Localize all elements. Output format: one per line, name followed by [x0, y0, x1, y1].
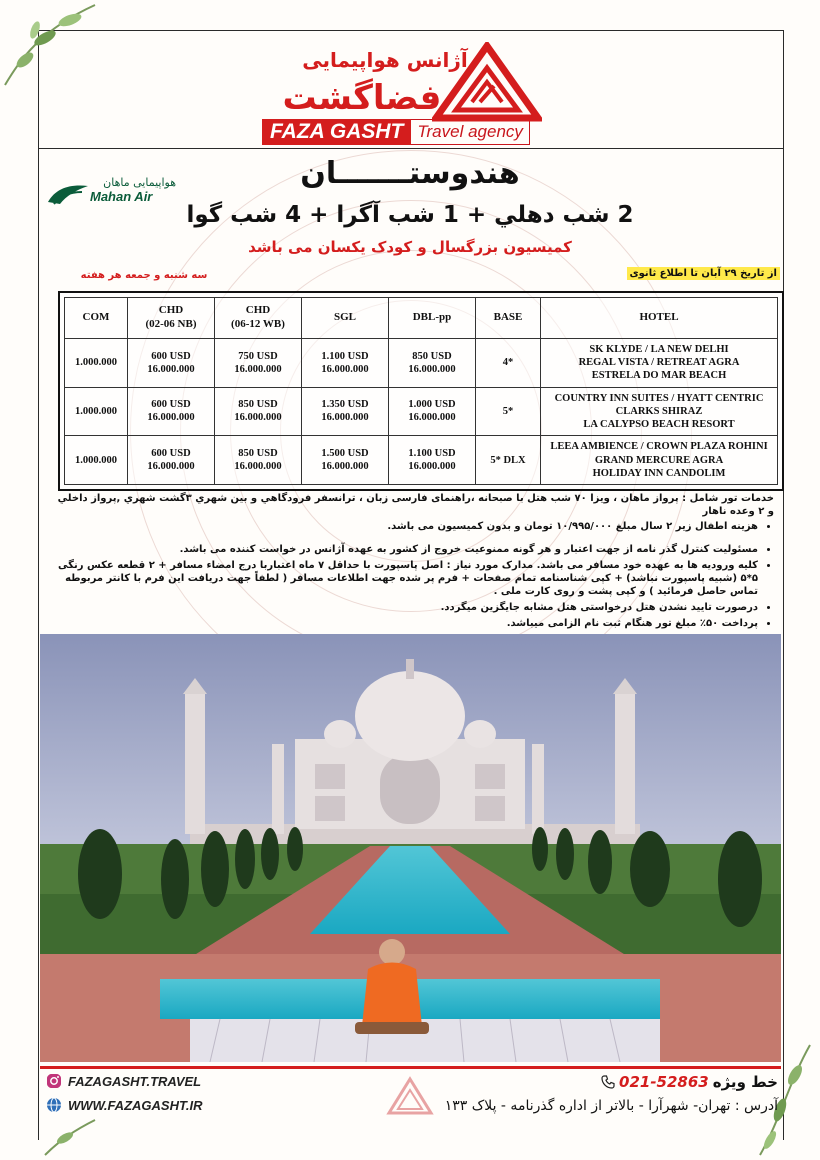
agency-logo-icon	[432, 42, 542, 122]
list-item: • هزینه اطفال زیر ۲ سال مبلغ ۱۰/۹۹۵/۰۰۰ تومان و بدون کمیسیون می باشد.	[48, 520, 758, 533]
agency-english-banner	[262, 118, 530, 146]
col-sgl: SGL	[302, 298, 389, 339]
tour-notes	[48, 492, 774, 633]
notes-list	[48, 520, 774, 630]
footer-divider	[40, 1066, 781, 1069]
instagram-text: FAZAGASHT.TRAVEL	[68, 1073, 202, 1089]
table-row	[65, 387, 778, 436]
cell-sgl: 1.100 USD 16.000.000	[302, 339, 389, 388]
col-chd-nb: CHD (02-06 NB)	[128, 298, 215, 339]
cell-hotel: COUNTRY INN SUITES / HYATT CENTRIC CLARKS SHIRAZ LA CALYPSO BEACH RESORT	[541, 387, 778, 436]
list-item: • پرداخت ۵۰٪ مبلغ تور هنگام ثبت نام الزامی میباشد.	[48, 617, 758, 630]
frame-left	[38, 30, 39, 1140]
cell-base: 5*	[476, 387, 541, 436]
hotline-label: خط ویژه	[712, 1073, 778, 1091]
agency-name-big: فضاگشت	[282, 78, 442, 118]
instagram-handle[interactable]	[46, 1073, 201, 1089]
cell-sgl: 1.500 USD 16.000.000	[302, 436, 389, 485]
cell-chd-nb: 600 USD 16.000.000	[128, 339, 215, 388]
departure-days: سه شنبه و جمعه هر هفته	[80, 270, 208, 281]
agency-tagline: Travel agency	[411, 119, 530, 145]
airline-wing-icon	[46, 182, 90, 206]
globe-icon	[46, 1097, 62, 1113]
col-com: COM	[65, 298, 128, 339]
date-range-text: از تاریخ ۲۹ آبان تا اطلاع ثانوی	[627, 267, 781, 280]
airline-name-fa: هواپیمایی ماهان	[103, 176, 176, 189]
cell-chd-nb: 600 USD 16.000.000	[128, 387, 215, 436]
frame-top	[38, 30, 783, 31]
list-item: • درصورت تایید نشدن هتل درخواستی هتل مشابه جایگزین میگردد.	[48, 601, 758, 614]
cell-dbl: 1.000 USD 16.000.000	[389, 387, 476, 436]
list-item: • مسئولیت کنترل گذر نامه از جهت اعتبار و هر گونه ممنوعیت خروج از کشور به عهده آژانس در خواست کننده می باشد.	[48, 543, 758, 556]
cell-chd-wb: 850 USD 16.000.000	[215, 436, 302, 485]
cell-dbl: 1.100 USD 16.000.000	[389, 436, 476, 485]
cell-com: 1.000.000	[65, 339, 128, 388]
website-link[interactable]	[46, 1097, 203, 1113]
cell-dbl: 850 USD 16.000.000	[389, 339, 476, 388]
date-range	[627, 268, 781, 279]
leaf-decoration-bottom-left	[40, 1110, 100, 1160]
cell-hotel: LEEA AMBIENCE / CROWN PLAZA ROHINI GRAND MERCURE AGRA HOLIDAY INN CANDOLIM	[541, 436, 778, 485]
header-divider	[38, 148, 783, 149]
price-table-container	[58, 291, 784, 491]
cell-com: 1.000.000	[65, 436, 128, 485]
frame-right	[783, 30, 784, 1140]
leaf-decoration-top-left	[0, 0, 110, 90]
website-text: WWW.FAZAGASHT.IR	[68, 1097, 203, 1113]
list-item: • کلیه ورودیه ها به عهده خود مسافر می باشد. مدارک مورد نیاز : اصل پاسپورت با حداقل ۷ ماه اعتباربا درج امضاء مسافر + ۲ قطعه عکس رنگی ۵*۵ (شبیه پاسپورت نباشد) + کپی شناسنامه تمام صفحات + فرم پر شده جهت اطلاعات مسافر ( لطفاً جهت دریافت این فرم با کانتر مربوطه تماس حاصل فرمائید ) و کپی پشت و روی کارت ملی .	[48, 559, 758, 598]
hotline-number: 021-52863	[619, 1073, 709, 1091]
col-chd-wb: CHD (06-12 WB)	[215, 298, 302, 339]
cell-base: 5* DLX	[476, 436, 541, 485]
services-included: خدمات تور شامل : پرواز ماهان ، ويزا ۷۰ شب هتل با صبحانه ،راهنمای فارسی زبان ، ترانسفر فرودگاهي و بين شهري ۳گشت شهري ,پرواز داخلي و ۲ وعده ناهار	[57, 493, 774, 517]
agency-name-en: FAZA GASHT	[262, 119, 411, 145]
agency-name-small: آژانس هواپیمایی	[302, 48, 468, 72]
cell-chd-nb: 600 USD 16.000.000	[128, 436, 215, 485]
agency-logo-small-icon	[386, 1076, 434, 1116]
cell-base: 4*	[476, 339, 541, 388]
tour-itinerary: 2 شب دهلي + 1 شب آگرا + 4 شب گوا	[186, 202, 634, 228]
cell-sgl: 1.350 USD 16.000.000	[302, 387, 389, 436]
table-row	[65, 436, 778, 485]
table-header-row	[65, 298, 778, 339]
cell-chd-wb: 850 USD 16.000.000	[215, 387, 302, 436]
hotline[interactable]	[601, 1073, 778, 1091]
airline-name-en: Mahan Air	[90, 189, 153, 204]
cell-com: 1.000.000	[65, 387, 128, 436]
col-base: BASE	[476, 298, 541, 339]
table-row	[65, 339, 778, 388]
cell-hotel: SK KLYDE / LA NEW DELHI REGAL VISTA / RETREAT AGRA ESTRELA DO MAR BEACH	[541, 339, 778, 388]
phone-icon	[601, 1075, 615, 1089]
page-title: هندوستـــــــان	[300, 156, 520, 191]
cell-chd-wb: 750 USD 16.000.000	[215, 339, 302, 388]
commission-note: کمیسیون بزرگسال و کودک یکسان می باشد	[248, 238, 572, 256]
col-dbl: DBL-pp	[389, 298, 476, 339]
taj-mahal-photo	[40, 634, 781, 1062]
price-table	[64, 297, 778, 485]
mahan-air-logo	[46, 176, 176, 204]
instagram-icon	[46, 1073, 62, 1089]
col-hotel: HOTEL	[541, 298, 778, 339]
address: آدرس : تهران- شهرآرا - بالاتر از اداره گذرنامه - پلاک ۱۳۳	[444, 1098, 778, 1114]
taj-mahal-illustration	[40, 634, 781, 1062]
